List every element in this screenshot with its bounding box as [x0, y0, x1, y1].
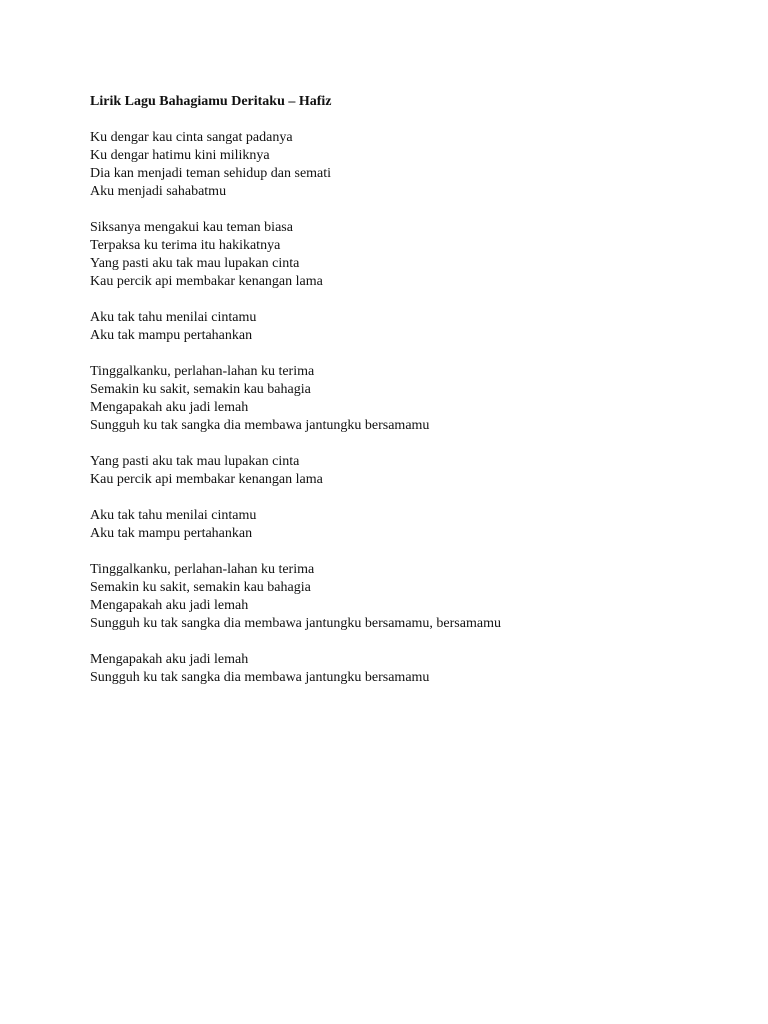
lyric-line: Kau percik api membakar kenangan lama: [90, 274, 323, 289]
lyric-line: Sungguh ku tak sangka dia membawa jantungku bersamamu, bersamamu: [90, 616, 501, 631]
lyric-line: Kau percik api membakar kenangan lama: [90, 472, 323, 487]
lyric-line: Siksanya mengakui kau teman biasa: [90, 220, 293, 235]
lyric-line: Yang pasti aku tak mau lupakan cinta: [90, 256, 300, 271]
stanza-2: [90, 219, 730, 291]
stanza-1: [90, 129, 730, 201]
lyric-line: Mengapakah aku jadi lemah: [90, 652, 249, 667]
lyric-line: Aku tak mampu pertahankan: [90, 526, 253, 541]
document-title: Lirik Lagu Bahagiamu Deritaku – Hafiz: [90, 94, 332, 109]
stanza-8: [90, 651, 730, 687]
lyric-line: Mengapakah aku jadi lemah: [90, 598, 249, 613]
document-page: [90, 93, 730, 705]
lyric-line: Dia kan menjadi teman sehidup dan semati: [90, 166, 332, 181]
stanza-3: [90, 309, 730, 345]
lyric-line: Terpaksa ku terima itu hakikatnya: [90, 238, 281, 253]
stanza-4: [90, 363, 730, 435]
lyric-line: Ku dengar kau cinta sangat padanya: [90, 130, 293, 145]
lyric-line: Mengapakah aku jadi lemah: [90, 400, 249, 415]
lyric-line: Tinggalkanku, perlahan-lahan ku terima: [90, 562, 315, 577]
lyric-line: Aku tak tahu menilai cintamu: [90, 508, 257, 523]
lyric-line: Tinggalkanku, perlahan-lahan ku terima: [90, 364, 315, 379]
lyric-line: Yang pasti aku tak mau lupakan cinta: [90, 454, 300, 469]
stanza-6: [90, 507, 730, 543]
stanza-7: [90, 561, 730, 633]
lyric-line: Sungguh ku tak sangka dia membawa jantungku bersamamu: [90, 418, 430, 433]
lyric-line: Ku dengar hatimu kini miliknya: [90, 148, 270, 163]
lyric-line: Aku tak tahu menilai cintamu: [90, 310, 257, 325]
lyric-line: Aku tak mampu pertahankan: [90, 328, 253, 343]
stanza-5: [90, 453, 730, 489]
lyric-line: Sungguh ku tak sangka dia membawa jantungku bersamamu: [90, 670, 430, 685]
lyric-line: Aku menjadi sahabatmu: [90, 184, 227, 199]
lyric-line: Semakin ku sakit, semakin kau bahagia: [90, 580, 311, 595]
lyric-line: Semakin ku sakit, semakin kau bahagia: [90, 382, 311, 397]
